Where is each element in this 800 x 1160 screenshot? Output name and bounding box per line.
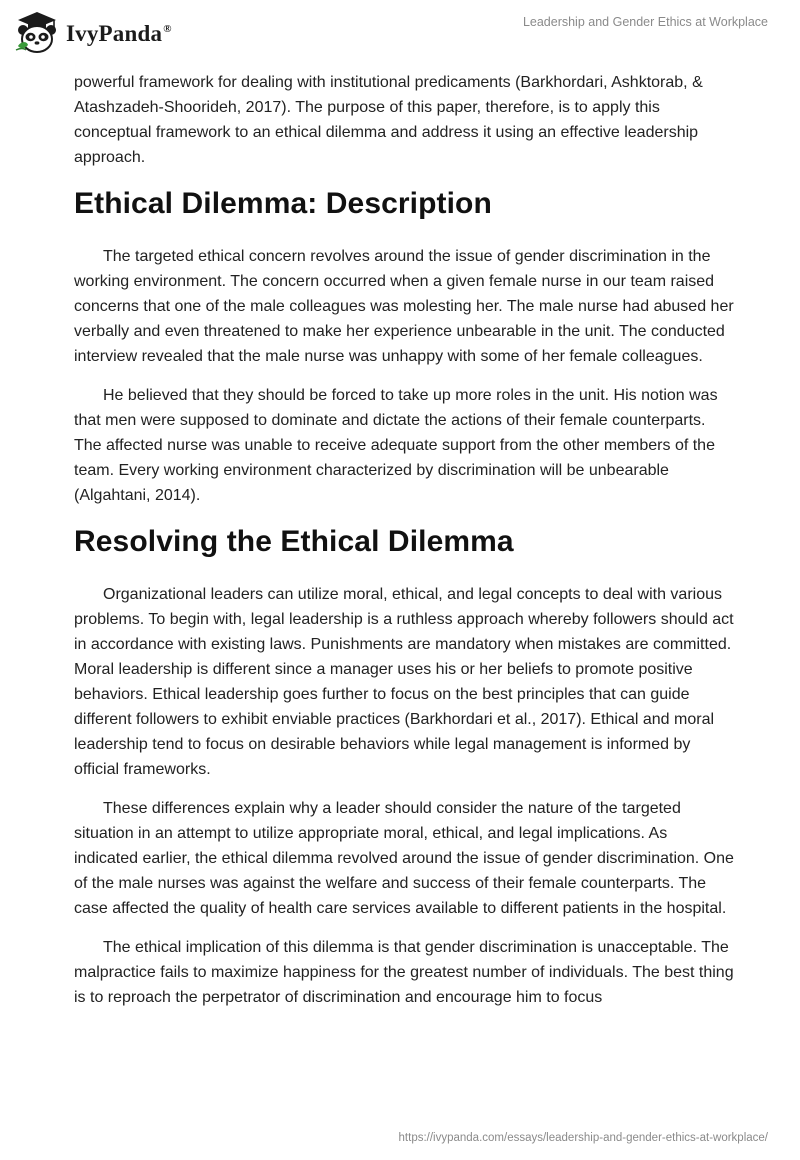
brand-logo[interactable] (14, 10, 172, 56)
body-paragraph: These differences explain why a leader should consider the nature of the targeted situation in an attempt to utilize appropriate moral, ethical, and legal implications. As indicated earlier, the ethical dilemma revolved around the issue of gender discrimination. One of the male nurses was against the welfare and success of their female counterparts. The case affected the quality of health care services available to different patients in the hospital. (74, 800, 734, 917)
body-paragraph: Organizational leaders can utilize moral, ethical, and legal concepts to deal with various problems. To begin with, legal leadership is a ruthless approach whereby followers should act in accordance with existing laws. Punishments are mandatory when mistakes are committed. Moral leadership is different since a manager uses his or her beliefs to promote positive behaviors. Ethical leadership goes further to focus on the best principles that can guide different followers to exhibit enviable practices (Barkhordari et al., 2017). Ethical and moral leadership tend to focus on desirable behaviors while legal management is informed by official frameworks. (74, 586, 734, 778)
body-paragraph: The ethical implication of this dilemma is that gender discrimination is unacceptable. The malpractice fails to maximize happiness for the greatest number of individuals. The best thing is to reproach the perpetrator of discrimination and encourage him to focus (74, 939, 734, 1006)
brand-name: IvyPanda® (66, 21, 172, 46)
section-heading-resolving: Resolving the Ethical Dilemma (74, 525, 514, 558)
body-paragraph: The targeted ethical concern revolves around the issue of gender discrimination in the working environment. The concern occurred when a given female nurse in our team raised concerns that one of the male colleagues was molesting her. The male nurse had abused her verbally and even threatened to make her experience unbearable in the unit. The conducted interview revealed that the male nurse was unhappy with some of her female colleagues. (74, 248, 734, 365)
panda-graduate-icon (14, 10, 60, 56)
section-heading-description: Ethical Dilemma: Description (74, 187, 492, 220)
page-header (0, 0, 800, 70)
document-title: Leadership and Gender Ethics at Workplace (522, 15, 768, 29)
essay-body (74, 70, 734, 1024)
source-url[interactable]: https://ivypanda.com/essays/leadership-and-gender-ethics-at-workplace/ (398, 1132, 768, 1144)
registered-mark: ® (163, 23, 172, 36)
body-paragraph: He believed that they should be forced to take up more roles in the unit. His notion was that men were supposed to dominate and dictate the actions of their female counterparts. The affected nurse was unable to receive adequate support from the other members of the team. Every working environment characterized by discrimination will be unbearable (Algahtani, 2014). (74, 387, 718, 504)
intro-paragraph: powerful framework for dealing with institutional predicaments (Barkhordari, Ashktorab, & Atashzadeh-Shoorideh, 2017). The purpose of this paper, therefore, is to apply this conceptual framework to an ethical dilemma and address it using an effective leadership approach. (74, 74, 703, 166)
